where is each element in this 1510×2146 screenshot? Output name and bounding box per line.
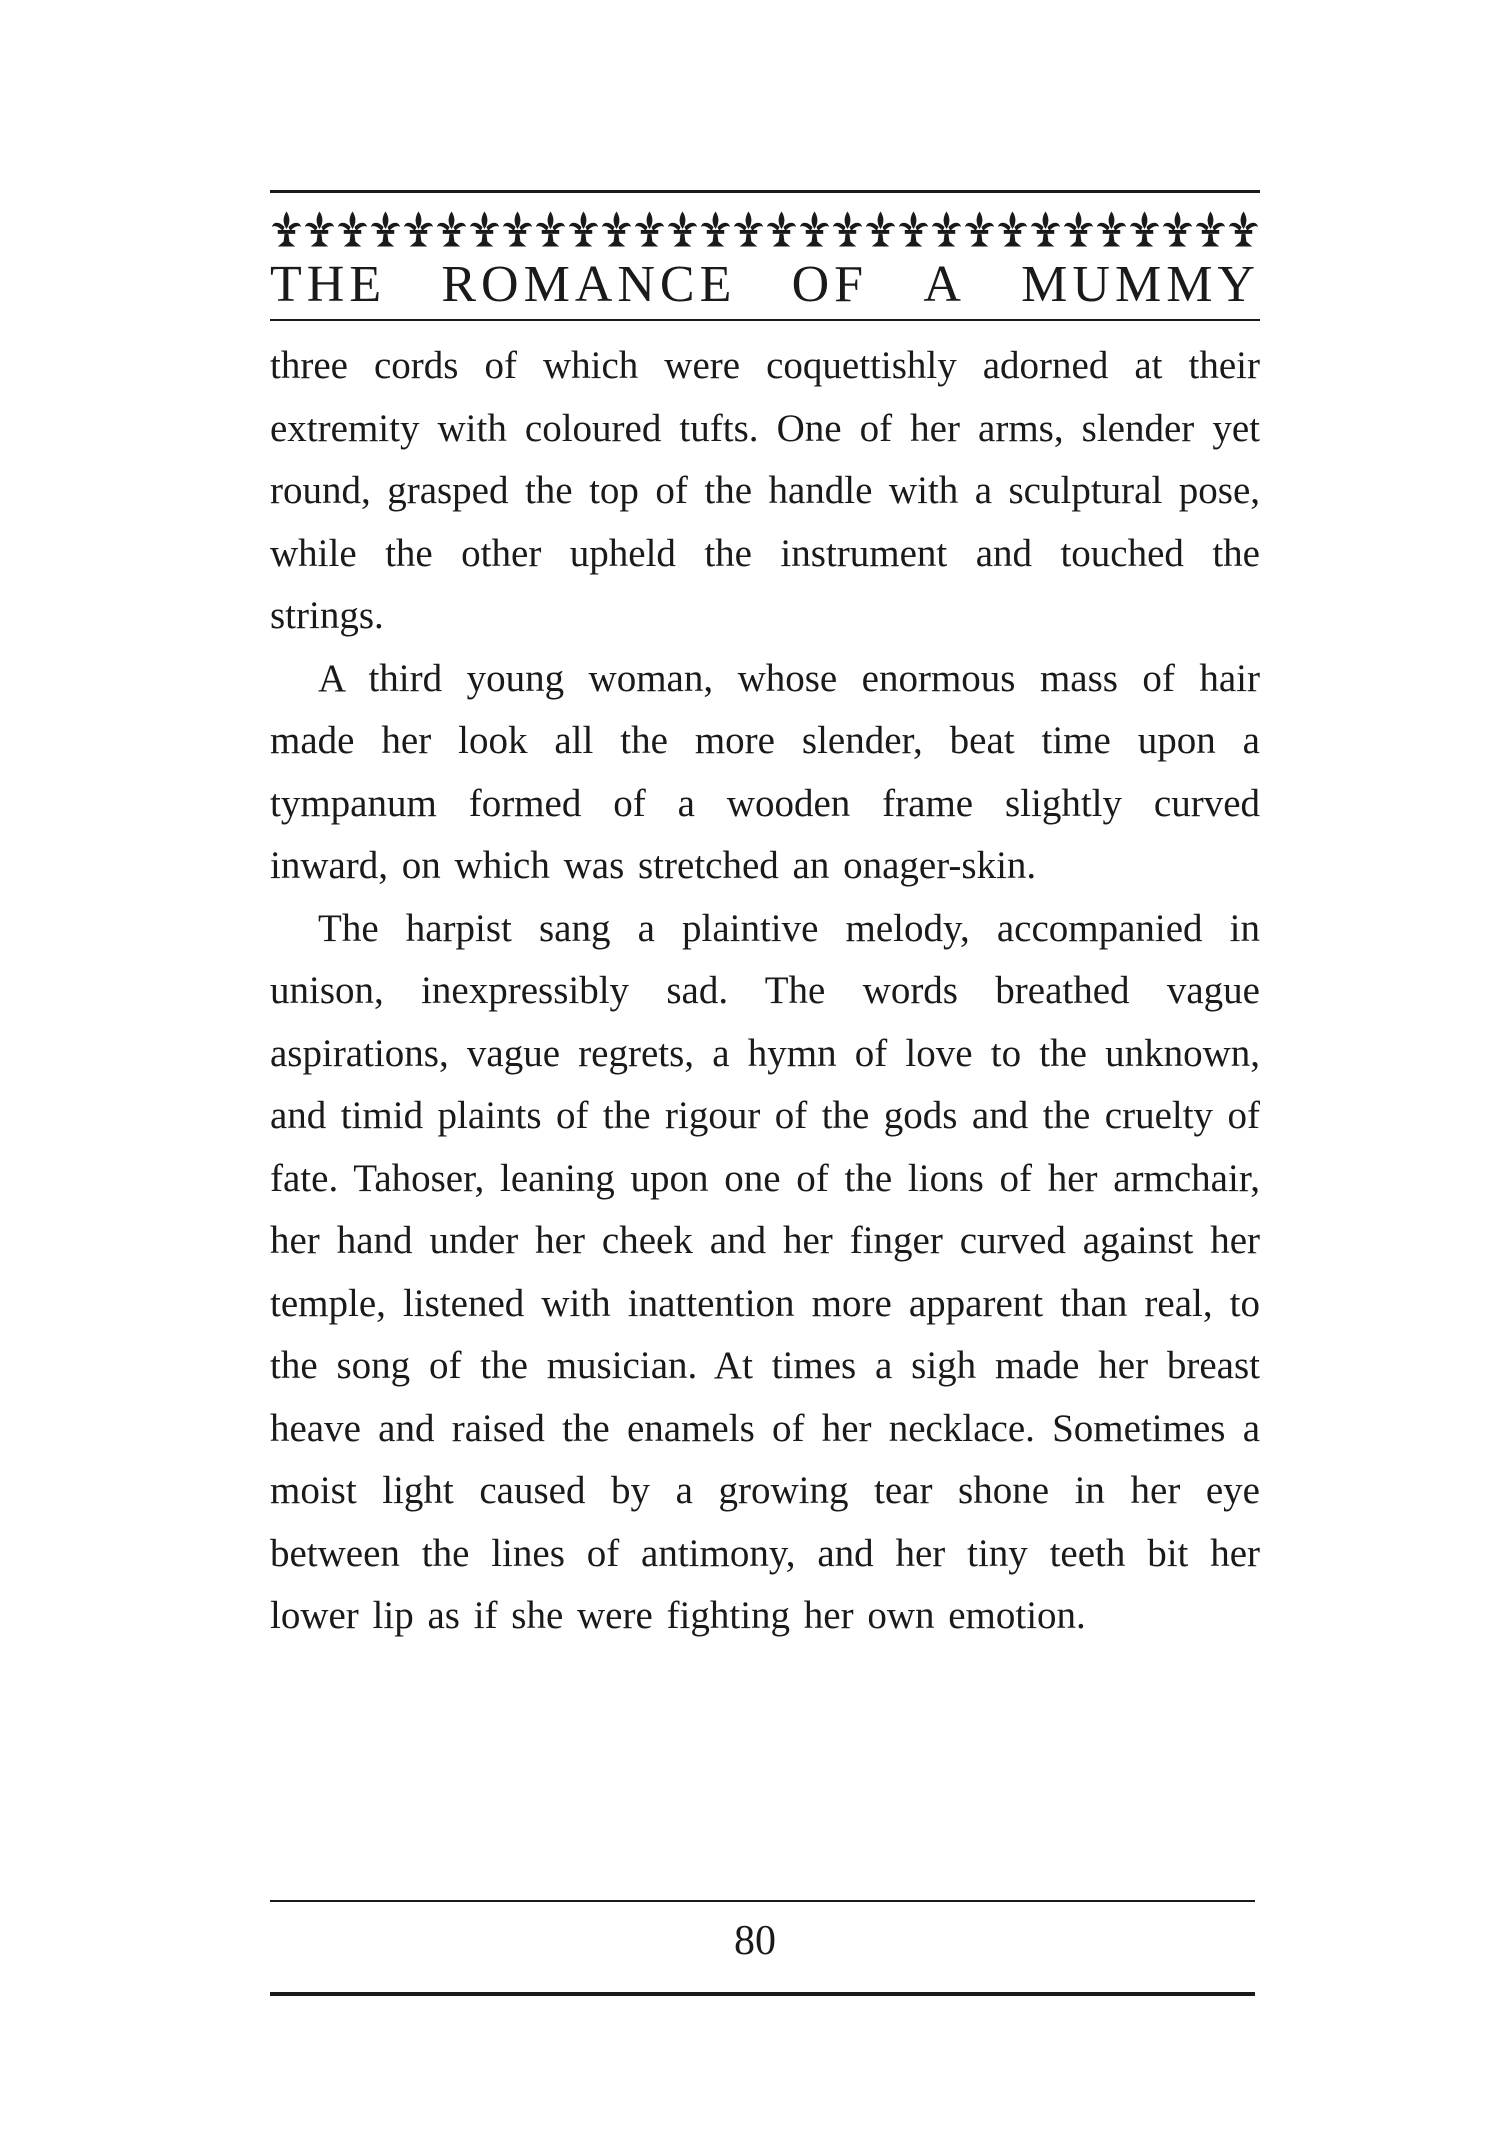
- fleur-de-lis-icon: [567, 209, 600, 249]
- running-head-word: OF: [791, 256, 869, 313]
- fleur-de-lis-icon: [1095, 209, 1128, 249]
- fleur-de-lis-icon: [1227, 209, 1260, 249]
- fleur-de-lis-icon: [369, 209, 402, 249]
- fleur-de-lis-icon: [1128, 209, 1161, 249]
- running-head-word: ROMANCE: [441, 256, 737, 313]
- fleur-de-lis-icon: [534, 209, 567, 249]
- page-footer: [270, 1900, 1260, 1996]
- fleur-de-lis-icon: [732, 209, 765, 249]
- book-page: [270, 190, 1260, 1648]
- fleur-de-lis-icon: [270, 209, 303, 249]
- fleur-de-lis-icon: [1062, 209, 1095, 249]
- ornament-border: [270, 207, 1260, 251]
- page-number: 80: [734, 1918, 776, 1964]
- header-top-rule: [270, 190, 1260, 193]
- fleur-de-lis-icon: [1029, 209, 1062, 249]
- fleur-de-lis-icon: [864, 209, 897, 249]
- fleur-de-lis-icon: [996, 209, 1029, 249]
- running-head-word: THE: [270, 256, 387, 313]
- paragraph-continued: three cords of which were coquettishly adorned at their extremity with coloured tufts. One of her arms, slender yet round, grasped the top of the handle with a sculptural pose, while the other upheld the instrument and touched the strings.: [270, 344, 1260, 637]
- footer-bottom-rule: [270, 1992, 1255, 1996]
- fleur-de-lis-icon: [501, 209, 534, 249]
- footer-top-rule: [270, 1900, 1255, 1902]
- fleur-de-lis-icon: [831, 209, 864, 249]
- fleur-de-lis-icon: [1194, 209, 1227, 249]
- running-head-word: MUMMY: [1021, 256, 1260, 313]
- fleur-de-lis-icon: [468, 209, 501, 249]
- fleur-de-lis-icon: [435, 209, 468, 249]
- body-text: [270, 335, 1260, 1648]
- fleur-de-lis-icon: [897, 209, 930, 249]
- fleur-de-lis-icon: [633, 209, 666, 249]
- fleur-de-lis-icon: [930, 209, 963, 249]
- fleur-de-lis-icon: [336, 209, 369, 249]
- fleur-de-lis-icon: [303, 209, 336, 249]
- fleur-de-lis-icon: [798, 209, 831, 249]
- header-bottom-rule: [270, 319, 1260, 321]
- running-head-word: A: [923, 256, 966, 313]
- fleur-de-lis-icon: [699, 209, 732, 249]
- fleur-de-lis-icon: [600, 209, 633, 249]
- paragraph: The harpist sang a plaintive melody, accompanied in unison, inexpressibly sad. The words breathed vague aspirations, vague regrets, a hymn of love to the unknown, and timid plaints of the rigour of the gods and the cruelty of fate. Tahoser, leaning upon one of the lions of her armchair, her hand under her cheek and her finger curved against her temple, listened with inattention more apparent than real, to the song of the musician. At times a sigh made her breast heave and raised the enamels of her necklace. Sometimes a moist light caused by a growing tear shone in her eye between the lines of antimony, and her tiny teeth bit her lower lip as if she were fighting her own emotion.: [270, 906, 1260, 1637]
- running-head: [270, 255, 1260, 315]
- fleur-de-lis-icon: [765, 209, 798, 249]
- paragraph: A third young woman, whose enormous mass of hair made her look all the more slender, beat time upon a tympanum formed of a wooden frame slightly curved inward, on which was stretched an onager-skin.: [270, 656, 1260, 887]
- fleur-de-lis-icon: [402, 209, 435, 249]
- fleur-de-lis-icon: [963, 209, 996, 249]
- fleur-de-lis-icon: [1161, 209, 1194, 249]
- fleur-de-lis-icon: [666, 209, 699, 249]
